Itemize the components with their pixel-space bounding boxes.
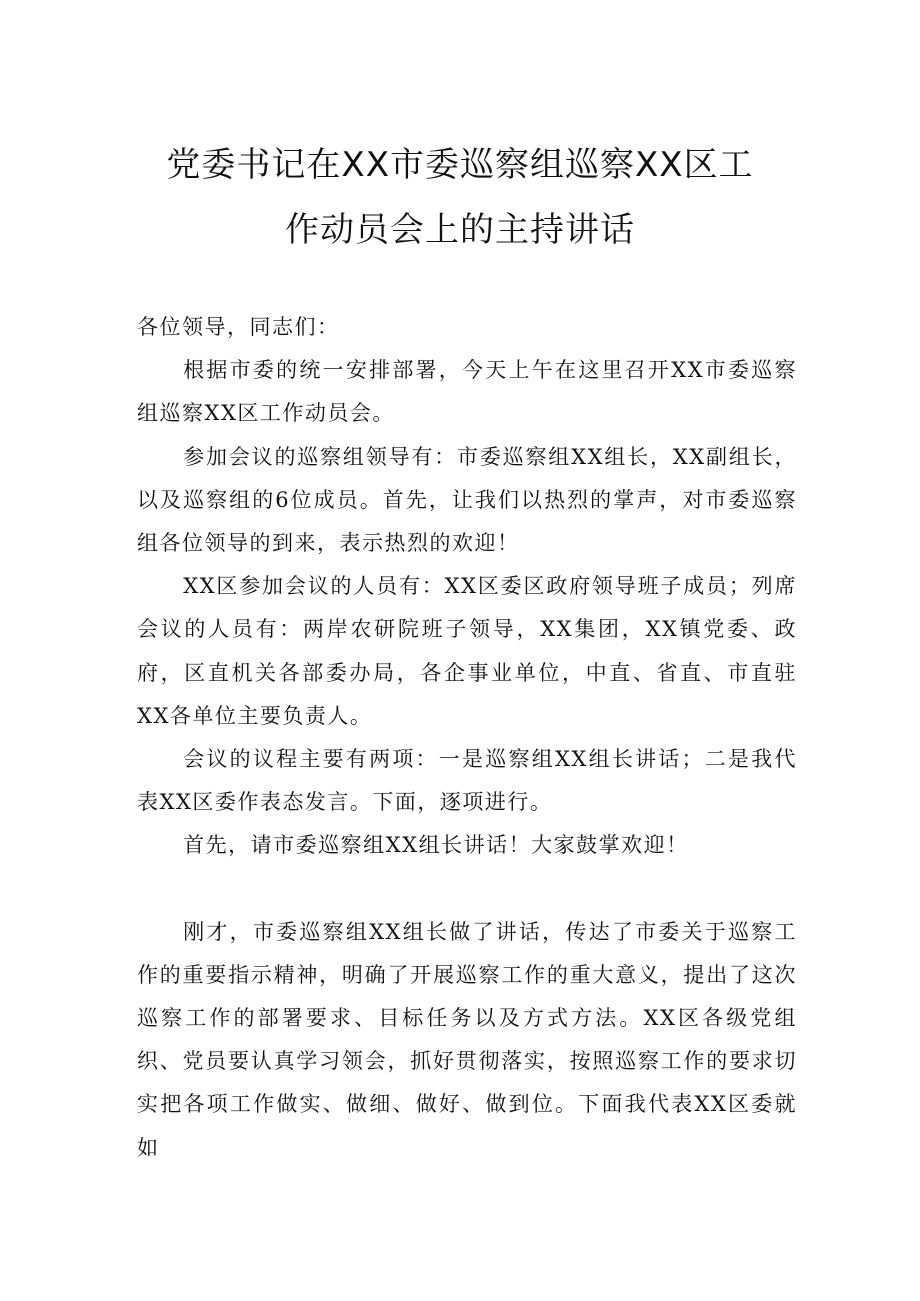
paragraph: 刚才，市委巡察组XX组长做了讲话，传达了市委关于巡察工作的重要指示精神，明确了开展巡察工作的重大意义，提出了这次巡察工作的部署要求、目标任务以及方式方法。XX区各级党组织、党员要认真学习领会，抓好贯彻落实，按照巡察工作的要求切实把各项工作做实、做细、做好、做到位。下面我代表XX区委就如 — [137, 919, 797, 1160]
document-body — [137, 306, 797, 1170]
salutation: 各位领导，同志们： — [137, 315, 340, 339]
paragraph: 参加会议的巡察组领导有：市委巡察组XX组长，XX副组长，以及巡察组的6位成员。首先，让我们以热烈的掌声，对市委巡察组各位领导的到来，表示热烈的欢迎！ — [137, 444, 797, 556]
paragraph: XX区参加会议的人员有：XX区委区政府领导班子成员；列席会议的人员有：两岸农研院班子领导，XX集团，XX镇党委、政府，区直机关各部委办局，各企事业单位，中直、省直、市直驻XX各单位主要负责人。 — [137, 574, 797, 728]
paragraph: 根据市委的统一安排部署，今天上午在这里召开XX市委巡察组巡察XX区工作动员会。 — [137, 358, 797, 426]
paragraph: 会议的议程主要有两项：一是巡察组XX组长讲话；二是我代表XX区委作表态发言。下面，逐项进行。 — [137, 747, 797, 815]
paragraph: 首先，请市委巡察组XX组长讲话！大家鼓掌欢迎！ — [183, 833, 689, 858]
document-title-line-2: 作动员会上的主持讲话 — [285, 210, 635, 250]
paragraph-spacer — [137, 868, 797, 911]
document-title-line-1: 党委书记在XX市委巡察组巡察XX区工 — [166, 145, 754, 185]
